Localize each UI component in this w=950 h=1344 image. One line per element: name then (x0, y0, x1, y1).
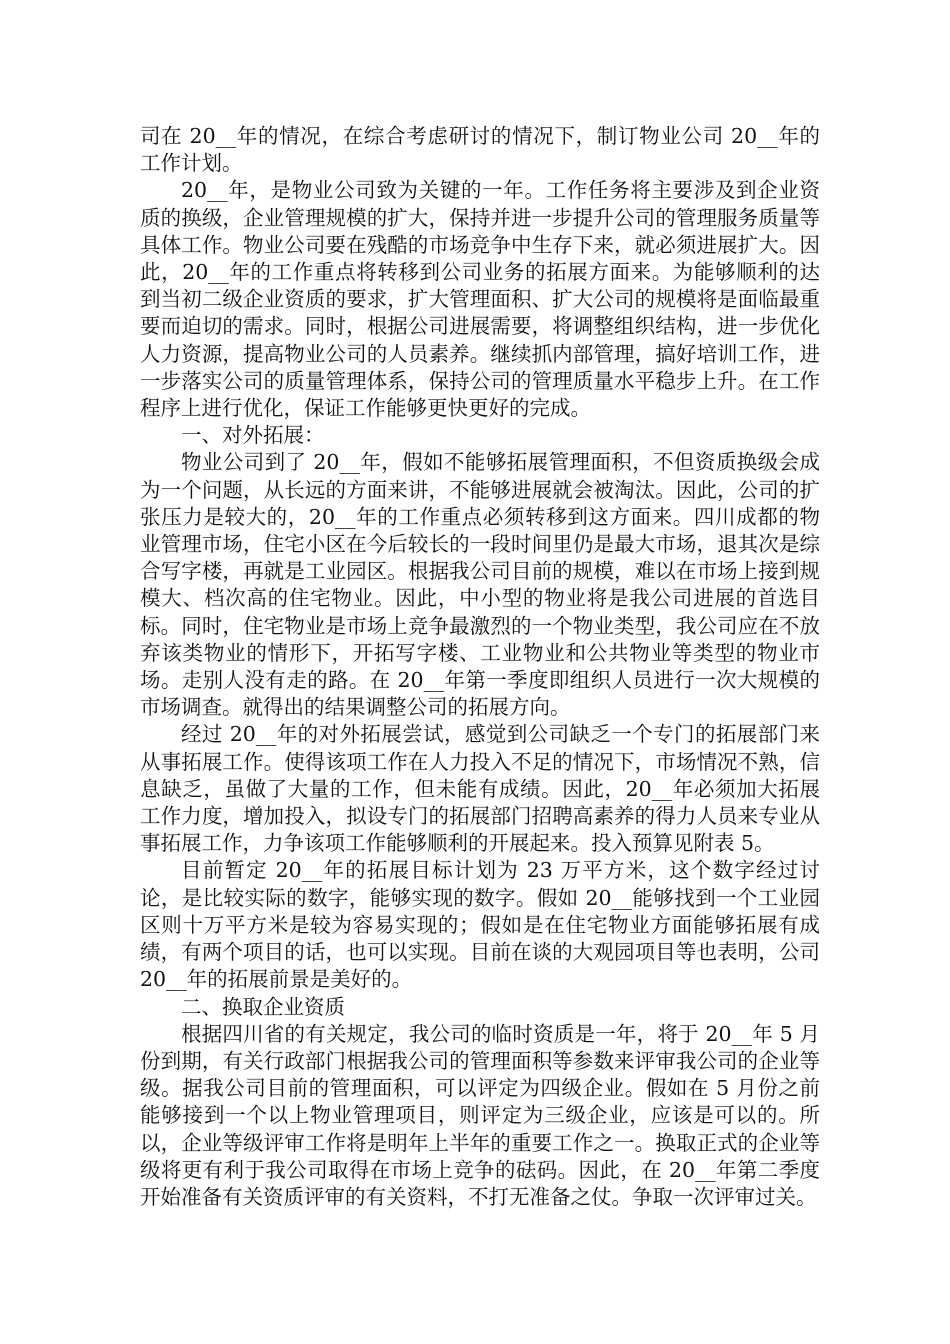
paragraph-expansion-target: 目前暂定 20__年的拓展目标计划为 23 万平方米，这个数字经过讨论，是比较实际的数字，能够实现的数字。假如 20__能够找到一个工业园区则十万平方米是较为容易实现的；假如是在住宅物业方面能够拓展有成绩，有两个项目的话，也可以实现。目前在谈的大观园项目等也表明，公司 20__年的拓展前景是美好的。 (140, 858, 820, 992)
section-heading-enterprise-qualification: 二、换取企业资质 (181, 994, 345, 1019)
document-body (140, 123, 820, 1211)
paragraph-overview: 20__年，是物业公司致为关键的一年。工作任务将主要涉及到企业资质的换级，企业管理规模的扩大，保持并进一步提升公司的管理服务质量等具体工作。物业公司要在残酷的市场竞争中生存下来，就必须进展扩大。因此，20__年的工作重点将转移到公司业务的拓展方面来。为能够顺利的达到当初二级企业资质的要求，扩大管理面积、扩大公司的规模将是面临最重要而迫切的需求。同时，根据公司进展需要，将调整组织结构，进一步优化人力资源，提高物业公司的人员素养。继续抓内部管理，搞好培训工作，进一步落实公司的质量管理体系，保持公司的管理质量水平稳步上升。在工作程序上进行优化，保证工作能够更快更好的完成。 (140, 178, 820, 421)
paragraph-expansion-department: 经过 20__年的对外拓展尝试，感觉到公司缺乏一个专门的拓展部门来从事拓展工作。使得该项工作在人力投入不足的情况下，市场情况不熟，信息缺乏，虽做了大量的工作，但未能有成绩。因此，20__年必须加大拓展工作力度，增加投入，拟设专门的拓展部门招聘高素养的得力人员来专业从事拓展工作，力争该项工作能够顺利的开展起来。投入预算见附表 5。 (140, 722, 820, 856)
paragraph-qualification-review: 根据四川省的有关规定，我公司的临时资质是一年，将于 20__年 5 月份到期，有关行政部门根据我公司的管理面积等参数来评审我公司的企业等级。据我公司目前的管理面积，可以评定为四级企业。假如在 5 月份之前能够接到一个以上物业管理项目，则评定为三级企业，应该是可以的。所以，企业等级评审工作将是明年上半年的重要工作之一。换取正式的企业等级将更有利于我公司取得在市场上竞争的砝码。因此，在 20__年第二季度开始准备有关资质评审的有关资料，不打无准备之仗。争取一次评审过关。 (140, 1021, 820, 1209)
paragraph-continuation: 司在 20__年的情况，在综合考虑研讨的情况下，制订物业公司 20__年的工作计划。 (140, 124, 820, 176)
section-heading-external-expansion: 一、对外拓展： (181, 423, 325, 448)
paragraph-market-strategy: 物业公司到了 20__年，假如不能够拓展管理面积，不但资质换级会成为一个问题，从长远的方面来讲，不能够进展就会被淘汰。因此，公司的扩张压力是较大的，20__年的工作重点必须转移到这方面来。四川成都的物业管理市场，住宅小区在今后较长的一段时间里仍是最大市场，退其次是综合写字楼，再就是工业园区。根据我公司目前的规模，难以在市场上接到规模大、档次高的住宅物业。因此，中小型的物业将是我公司进展的首选目标。同时，住宅物业是市场上竞争最激烈的一个物业类型，我公司应在不放弃该类物业的情形下，开拓写字楼、工业物业和公共物业等类型的物业市场。走别人没有走的路。在 20__年第一季度即组织人员进行一次大规模的市场调查。就得出的结果调整公司的拓展方向。 (140, 450, 820, 720)
